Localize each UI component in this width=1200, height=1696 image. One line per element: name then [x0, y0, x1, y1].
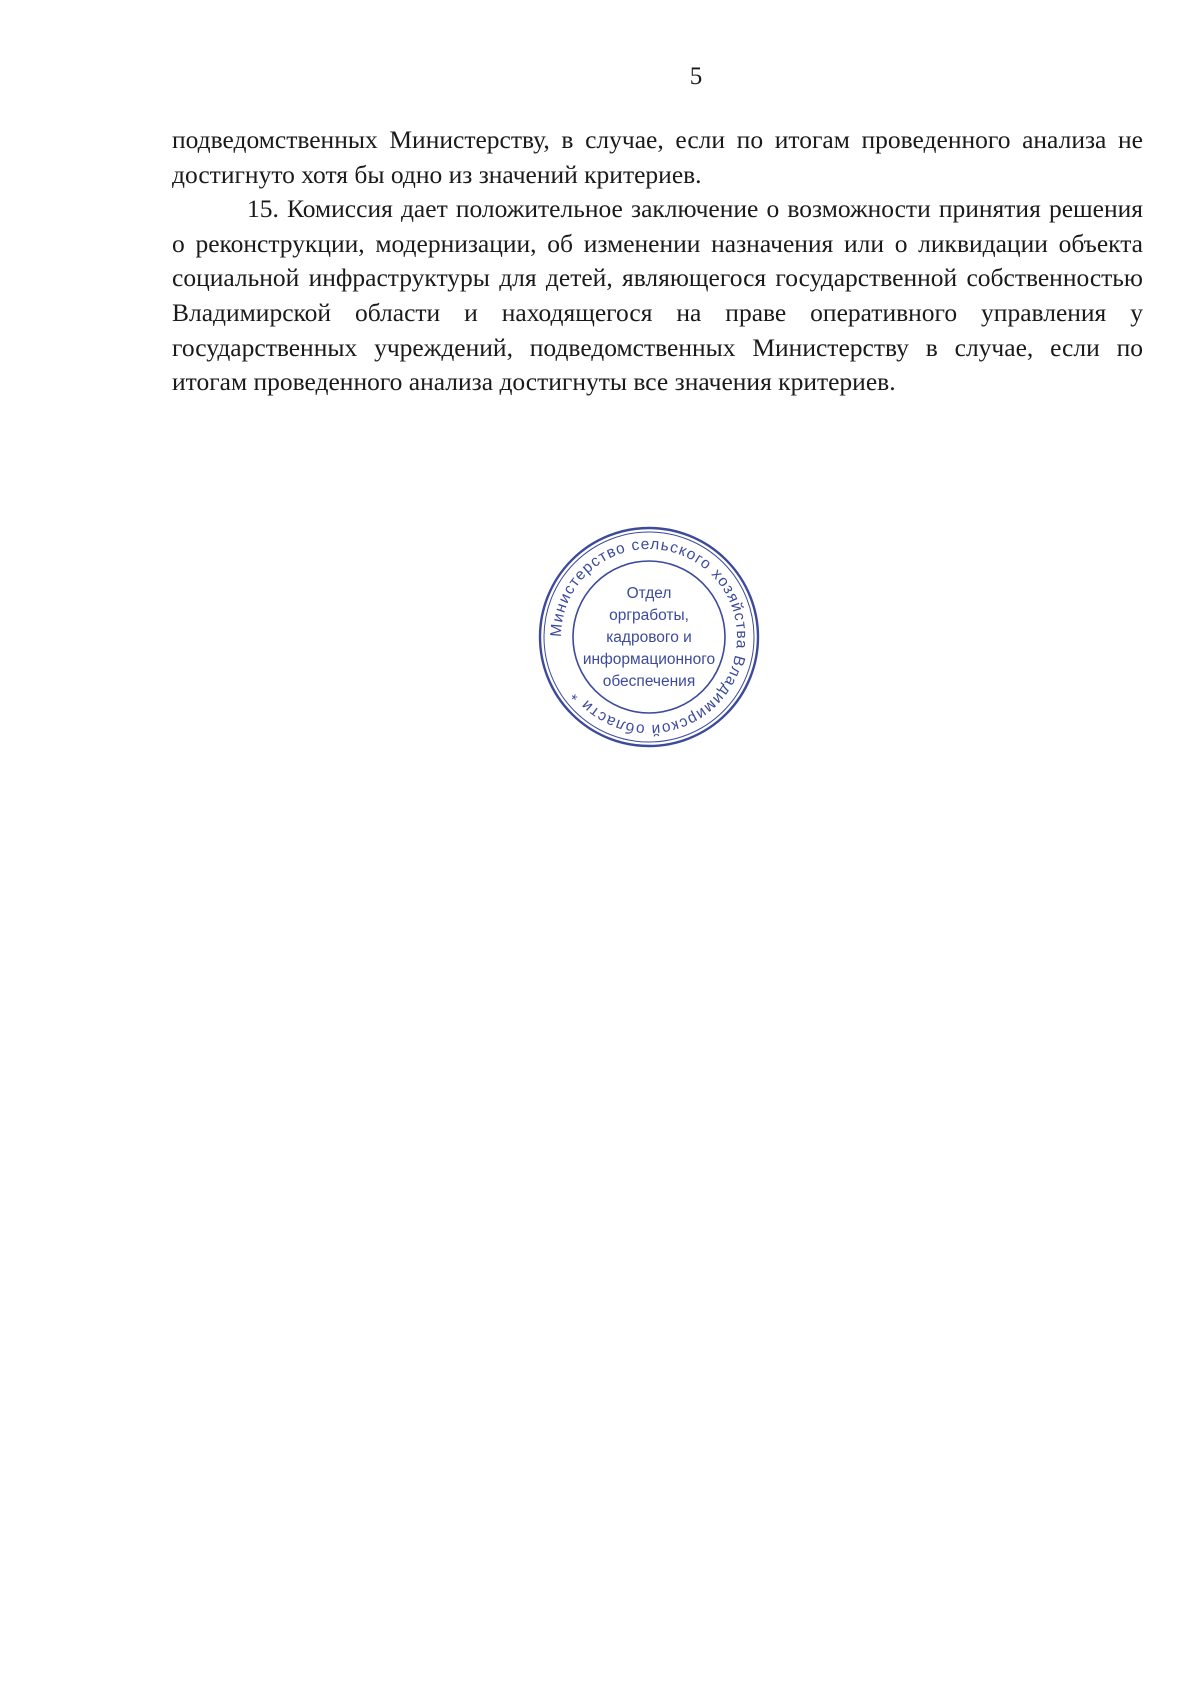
stamp-line-5: обеспечения: [602, 673, 696, 690]
official-stamp: [534, 522, 764, 752]
paragraph-15: 15. Комиссия дает положительное заключение о возможности принятия решения о реконструкции, модернизации, об изменении назначения или о ликвидации объекта социальной инфраструктуры для детей, являющегося государственной собственностью Владимирской области и находящегося на праве оперативного управления у государственных учреждений, подведомственных Министерству в случае, если по итогам проведенного анализа достигнуты все значения критериев.: [172, 194, 1143, 397]
page-number: 5: [689, 63, 703, 90]
stamp-center-text: [583, 585, 715, 690]
stamp-seal-icon: [534, 522, 764, 752]
stamp-line-2: оргработы,: [609, 607, 689, 624]
paragraph-continuation: подведомственных Министерству, в случае, если по итогам проведенного анализа не достигнуто хотя бы одно из значений критериев.: [172, 125, 1143, 189]
stamp-line-4: информационного: [582, 651, 716, 668]
stamp-ring-textpath: Министерство сельского хозяйства Владимирской области *: [547, 535, 751, 739]
body-text: [172, 123, 1143, 400]
stamp-line-1: Отдел: [626, 585, 672, 602]
stamp-line-3: кадрового и: [606, 629, 692, 646]
